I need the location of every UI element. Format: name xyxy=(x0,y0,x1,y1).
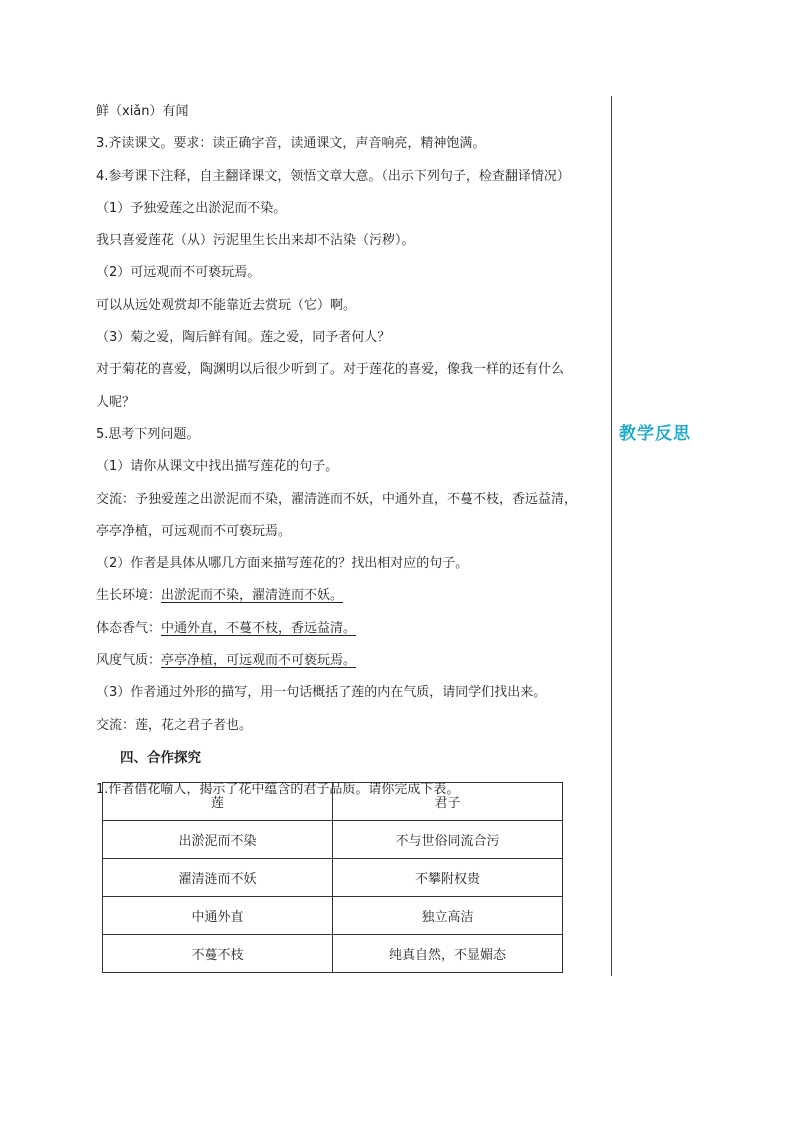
table-cell: 独立高洁 xyxy=(333,897,563,935)
section-heading: 四、合作探究 xyxy=(120,749,201,766)
table-cell: 中通外直 xyxy=(103,897,333,935)
text-line: 对于菊花的喜爱，陶渊明以后很少听到了。对于莲花的喜爱，像我一样的还有什么 xyxy=(96,362,565,378)
text-line: 鲜（xiǎn）有闻 xyxy=(96,104,189,119)
table-header-row xyxy=(103,783,563,821)
aspect-line xyxy=(96,649,608,681)
aspect-line xyxy=(96,617,608,649)
lotus-gentleman-table xyxy=(102,782,563,973)
table-cell: 不蔓不枝 xyxy=(103,935,333,973)
table-cell: 不与世俗同流合污 xyxy=(333,821,563,859)
table-row xyxy=(103,935,563,973)
text-line: 我只喜爱莲花（从）污泥里生长出来却不沾染（污秽）。 xyxy=(96,233,415,249)
aspect-label: 生长环境： xyxy=(96,588,162,604)
text-line: （1）请你从课文中找出描写莲花的句子。 xyxy=(96,459,339,475)
aspect-answer: 亭亭净植，可远观而不可亵玩焉。 xyxy=(161,653,357,669)
text-line: 3.齐读课文。要求：读正确字音，读通课文，声音响亮，精神饱满。 xyxy=(96,136,486,152)
table-cell: 不攀附权贵 xyxy=(333,859,563,897)
aspect-label: 风度气质： xyxy=(96,653,162,669)
text-line: 可以从远处观赏却不能靠近去赏玩（它）啊。 xyxy=(96,297,357,313)
aspect-line xyxy=(96,584,608,616)
table-row xyxy=(103,821,563,859)
table-cell: 纯真自然，不显媚态 xyxy=(333,935,563,973)
text-line: （3）作者通过外形的描写，用一句话概括了莲的内在气质，请同学们找出来。 xyxy=(96,685,547,701)
text-line: 交流：莲，花之君子者也。 xyxy=(96,717,253,733)
table-row xyxy=(103,897,563,935)
text-line: 人呢？ xyxy=(96,394,136,410)
table-cell: 出淤泥而不染 xyxy=(103,821,333,859)
text-line: （3）菊之爱，陶后鲜有闻。莲之爱，同予者何人？ xyxy=(96,330,391,346)
table-header: 君子 xyxy=(333,783,563,821)
text-line: 亭亭净植，可远观而不可亵玩焉。 xyxy=(96,523,292,539)
aspect-answer: 出淤泥而不染，濯清涟而不妖。 xyxy=(161,588,344,604)
table-row xyxy=(103,859,563,897)
text-line: （2）作者是具体从哪几方面来描写莲花的？找出相对应的句子。 xyxy=(96,556,469,572)
column-divider xyxy=(611,96,612,976)
aspect-label: 体态香气： xyxy=(96,620,162,636)
text-line: 交流：予独爱莲之出淤泥而不染，濯清涟而不妖，中通外直，不蔓不枝，香远益清， xyxy=(96,491,578,507)
text-line: 4.参考课下注释，自主翻译课文，领悟文章大意。（出示下列句子，检查翻译情况） xyxy=(96,168,570,184)
aspect-answer: 中通外直，不蔓不枝，香远益清。 xyxy=(161,620,357,636)
table-cell: 濯清涟而不妖 xyxy=(103,859,333,897)
teaching-reflection-heading: 教学反思 xyxy=(619,424,691,444)
task-line: 1.作者借花喻人，揭示了花中蕴含的君子品质。请你完成下表。 xyxy=(96,782,460,798)
lesson-content xyxy=(96,100,608,811)
text-line: （1）予独爱莲之出淤泥而不染。 xyxy=(96,200,287,216)
table-header: 莲 xyxy=(103,783,333,821)
text-line: 5.思考下列问题。 xyxy=(96,426,200,442)
text-line: （2）可远观而不可亵玩焉。 xyxy=(96,265,261,281)
